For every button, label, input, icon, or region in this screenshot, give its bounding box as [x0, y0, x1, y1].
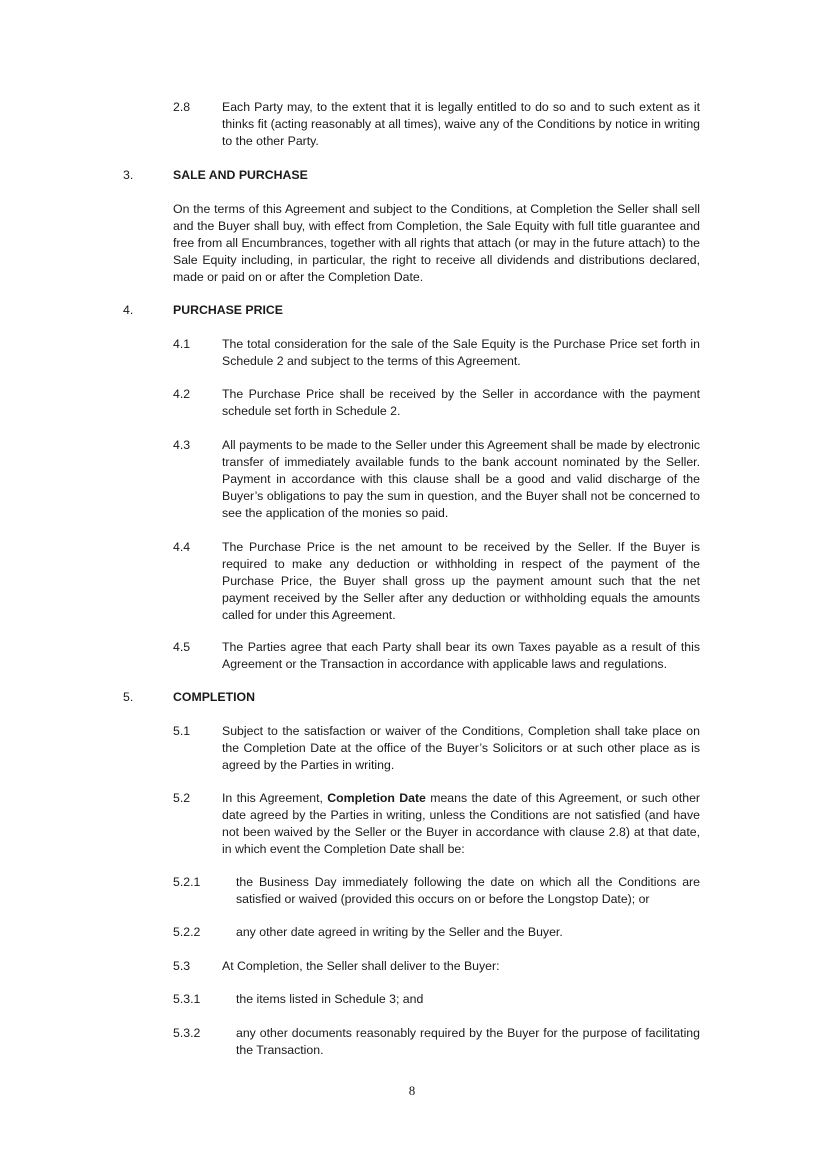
clause-text-prefix: In this Agreement, [222, 791, 328, 805]
clause-text: the items listed in Schedule 3; and [236, 992, 424, 1006]
clause-text: any other date agreed in writing by the Seller and the Buyer. [236, 925, 563, 939]
clause-text: All payments to be made to the Seller under this Agreement shall be made by electronic transfer of immediately available funds to the bank account nominated by the Seller. Payment in accordance with this clause shall be a good and valid discharge of the Buyer’s obligations to pay the sum in question, and the Buyer shall not be concerned to see the application of the monies so paid. [222, 438, 700, 520]
section-heading: PURCHASE PRICE [173, 303, 284, 317]
clause-text: At Completion, the Seller shall deliver to the Buyer: [222, 959, 500, 973]
clause-text: The Purchase Price is the net amount to be received by the Seller. If the Buyer is required to make any deduction or withholding in respect of the payment of the Purchase Price, the Buyer shall gross up the payment amount such that the net payment received by the Seller after any deduction or withholding equals the amounts called for under this Agreement. [222, 540, 700, 622]
section-number: 4. [123, 303, 134, 317]
section-paragraph: On the terms of this Agreement and subject to the Conditions, at Completion the Seller shall sell and the Buyer shall buy, with effect from Completion, the Sale Equity with full title guarantee and free from all Encumbrances, together with all rights that attach (or may in the future attach) to the Sale Equity including, in particular, the right to receive all dividends and distributions declared, made or paid on or after the Completion Date. [173, 202, 700, 284]
clause-number: 5.3.1 [173, 992, 201, 1006]
clause-text: The Parties agree that each Party shall bear its own Taxes payable as a result of this Agreement or the Transaction in accordance with applicable laws and regulations. [222, 640, 700, 671]
clause-number: 5.1 [173, 724, 191, 738]
page-number: 8 [408, 1083, 416, 1098]
clause-number: 5.2 [173, 791, 191, 805]
clause-number: 4.1 [173, 337, 191, 351]
clause-number: 2.8 [173, 100, 191, 114]
clause-text-suffix: means the date of this Agreement, or such other date agreed by the Parties in writing, unless the Conditions are not satisfied (and have not been waived by the Seller or the Buyer in accordance with clause 2.8) at that date, in which event the Completion Date shall be: [222, 791, 701, 856]
section-number: 5. [123, 690, 134, 704]
clause-text: the Business Day immediately following the date on which all the Conditions are satisfied or waived (provided this occurs on or before the Longstop Date); or [236, 875, 700, 906]
clause-number: 5.3 [173, 959, 191, 973]
section-heading: SALE AND PURCHASE [173, 168, 308, 182]
clause-number: 5.2.2 [173, 925, 201, 939]
clause-number: 5.3.2 [173, 1026, 201, 1040]
clause-text: Each Party may, to the extent that it is legally entitled to do so and to such extent as it thinks fit (acting reasonably at all times), waive any of the Conditions by notice in writing to the other Party. [222, 100, 700, 148]
clause-number: 4.4 [173, 540, 191, 554]
clause-number: 4.2 [173, 387, 191, 401]
clause-text: The Purchase Price shall be received by the Seller in accordance with the payment schedule set forth in Schedule 2. [222, 387, 700, 418]
clause-number: 4.5 [173, 640, 191, 654]
clause-text: any other documents reasonably required by the Buyer for the purpose of facilitating the Transaction. [236, 1026, 700, 1057]
clause-text: The total consideration for the sale of the Sale Equity is the Purchase Price set forth in Schedule 2 and subject to the terms of this Agreement. [222, 337, 700, 368]
clause-number: 4.3 [173, 438, 191, 452]
clause-text [222, 790, 700, 858]
clause-number: 5.2.1 [173, 875, 201, 889]
clause-text: Subject to the satisfaction or waiver of the Conditions, Completion shall take place on the Completion Date at the office of the Buyer’s Solicitors or at such other place as is agreed by the Parties in writing. [222, 724, 700, 772]
defined-term: Completion Date [327, 791, 426, 805]
section-number: 3. [123, 168, 134, 182]
section-heading: COMPLETION [173, 690, 255, 704]
